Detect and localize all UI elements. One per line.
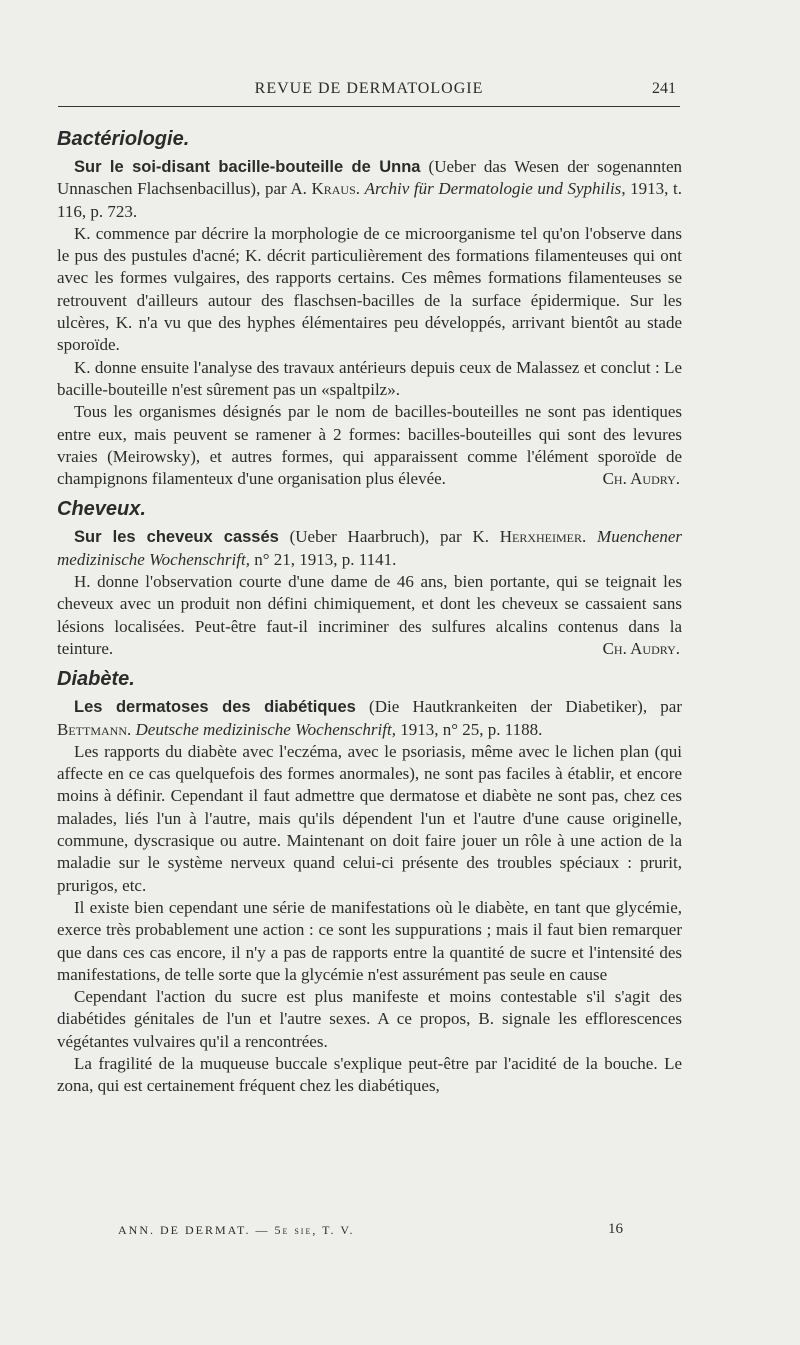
running-title: REVUE DE DERMATOLOGIE <box>254 80 484 97</box>
paragraph: K. commence par décrire la morphologie de ce microorganisme tel qu'on l'observe dans le pus des pustules d'acné; K. décrit particulièrement des formations filamenteuses qui ont avec les formes vulgaires, des rapports certains. Ces mêmes formations filamenteuses se retrouvent d'ailleurs autour des flaschsen-bacilles de la surface épidermique. Sur les ulcères, K. n'a vu que des hyphes élémentaires peu développés, arrivant bientôt au stade sporoïde. <box>57 223 682 355</box>
reference-entry <box>57 696 682 741</box>
section-title: Cheveux. <box>57 498 146 521</box>
paragraph: K. donne ensuite l'analyse des travaux antérieurs depuis ceux de Malassez et conclut : Le bacille-bouteille n'est sûrement pas un «spaltpilz». <box>57 357 682 399</box>
footer-journal-info: ANN. DE DERMAT. — 5e sie, T. V. <box>118 1223 355 1237</box>
reference-original-title: (Ueber Haarbruch), par K. <box>278 527 500 547</box>
reference-title: Les dermatoses des diabétiques <box>74 698 356 717</box>
page-footer <box>118 1223 623 1238</box>
paragraph: Les rapports du diabète avec l'eczéma, avec le psoriasis, même avec le lichen plan (qui affecte en ce cas quelquefois des formes anormales), ne sont pas faciles à établir, et encore moins à définir. Cependant il faut admettre que dermatose et diabète ne sont pas, chez ces malades, liés l'un à l'autre, mais qu'ils dépendent l'un et l'autre d'une cause originelle, commune, dyscrasique ou autre. Maintenant on doit faire jouer un rôle à une action de la maladie sur le système nerveux quand celui-ci présente des troubles spéciaux : prurit, prurigos, etc. <box>57 741 682 895</box>
reference-citation: , 1913, t. 116, p. 723. <box>57 179 682 221</box>
reference-title: Sur les cheveux cassés <box>74 528 279 547</box>
reference-journal: Archiv für Dermatologie und Syphilis <box>364 179 622 199</box>
signature: Ch. Audry. <box>602 638 680 658</box>
reference-author: Herxheimer <box>499 527 583 547</box>
paragraph <box>57 401 682 490</box>
signature: Ch. Audry. <box>602 469 680 489</box>
reference-separator: . <box>127 719 136 739</box>
paragraph <box>57 571 682 660</box>
reference-citation: 1913, n° 25, p. 1188. <box>395 719 543 739</box>
section-diabete <box>57 666 682 1097</box>
paragraph: La fragilité de la muqueuse buccale s'explique peut-être par l'acidité de la bouche. Le zona, qui est certainement fréquent chez les diabétiques, <box>57 1053 682 1096</box>
paragraph: Il existe bien cependant une série de manifestations où le diabète, en tant que glycémie, exerce très probablement une action : ce sont les suppurations ; mais il faut bien remarquer que dans ces cas encore, il n'y a pas de rapports entre la quantité de sucre et l'intensité des manifestations, de telle sorte que la glycémie n'est assurément pas seule en cause <box>57 897 682 984</box>
reference-separator: . <box>582 527 598 547</box>
reference-journal: Muenchener medizinische Wochenschrift, <box>57 527 682 569</box>
page-header <box>58 76 680 107</box>
section-bacteriologie <box>57 126 682 490</box>
reference-separator: . <box>355 179 365 199</box>
paragraph-text: Tous les organismes désignés par le nom de bacilles-bouteilles ne sont pas identiques entre eux, mais peuvent se ramener à 2 formes: bacilles-bouteilles qui sont des levures vraies (Meirowsky), et autres formes, qui apparaissent comme l'élément sporoïde de champignons filamenteux d'une organisation plus élevée. <box>57 402 682 489</box>
section-cheveux <box>57 496 682 660</box>
reference-original-title: (Ueber das Wesen der sogenannten Unnaschen Flachsenbacillus), par A. <box>57 157 682 199</box>
section-title: Diabète. <box>57 668 135 691</box>
reference-author: Kraus <box>311 179 356 199</box>
footer-signature-number: 16 <box>608 1221 623 1237</box>
article-body <box>57 120 682 1098</box>
reference-citation: n° 21, 1913, p. 1141. <box>249 549 397 569</box>
reference-title: Sur le soi-disant bacille-bouteille de Unna <box>74 158 421 176</box>
reference-journal: Deutsche medizinische Wochenschrift, <box>135 719 396 739</box>
paragraph: Cependant l'action du sucre est plus manifeste et moins contestable s'il s'agit des diabétides génitales de l'un et l'autre sexes. A ce propos, B. signale les efflorescences végétantes vulvaires qu'il a rencontrées. <box>57 987 682 1051</box>
reference-author: Bettmann <box>57 719 127 739</box>
page-number: 241 <box>652 80 676 97</box>
reference-original-title: (Die Hautkrankeiten der Diabetiker), par <box>355 697 682 717</box>
reference-entry <box>57 526 682 571</box>
section-title: Bactériologie. <box>57 128 190 150</box>
reference-entry <box>57 156 682 223</box>
paragraph-text: H. donne l'observation courte d'une dame de 46 ans, bien portante, qui se teignait les cheveux avec un produit non défini chimiquement, et dont les cheveux se cassaient sans lésions localisées. Peut-être faut-il incriminer des sulfures alcalins contenus dans la teinture. <box>57 572 682 658</box>
